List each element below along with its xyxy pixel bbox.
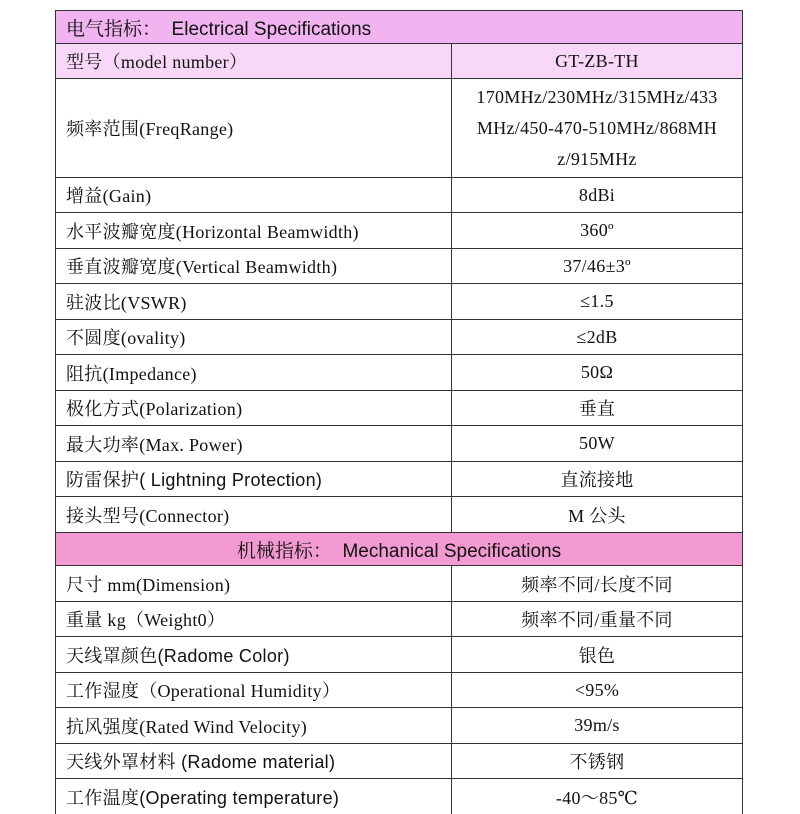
spec-value: 直流接地 [560,470,634,490]
table-row-model [56,44,742,79]
model-label: 型号（model number） [56,44,452,78]
spec-value: 39m/s [574,715,620,735]
table-row-max-power [56,426,742,462]
table-row-weight [56,602,742,637]
spec-label: 水平波瓣宽度(Horizontal Beamwidth) [56,213,452,248]
electrical-section-header [56,11,742,44]
spec-label: 垂直波瓣宽度(Vertical Beamwidth) [56,249,452,283]
spec-value: -40～85℃ [555,787,639,808]
mechanical-section-title: 机械指标： Mechanical Specifications [236,540,562,562]
table-row-radome-color [56,637,742,673]
spec-value: 37/46±3º [563,255,631,276]
spec-label: 防雷保护( Lightning Protection) [56,462,452,496]
spec-value: 银色 [578,645,616,666]
table-row-dimension [56,566,742,602]
spec-label: 频率范围(FreqRange) [56,79,452,177]
table-row-polarization [56,391,742,426]
table-row-wind-velocity [56,708,742,744]
table-row-humidity [56,673,742,708]
electrical-section-title: 电气指标： Electrical Specifications [66,18,372,40]
table-row-radome-material [56,744,742,779]
table-row-horizontal-beamwidth [56,213,742,249]
spec-label: 极化方式(Polarization) [56,391,452,425]
spec-label: 工作湿度（Operational Humidity） [56,673,452,707]
spec-label: 天线罩颜色(Radome Color) [56,637,452,672]
spec-value: ≤2dB [576,326,618,347]
mechanical-section-header [56,533,742,566]
table-row-gain [56,178,742,213]
spec-value: 360º [580,220,614,240]
spec-label: 阻抗(Impedance) [56,355,452,390]
table-row-operating-temperature [56,779,742,814]
spec-value: 不锈钢 [569,752,625,772]
spec-value: 垂直 [578,399,616,419]
spec-label: 工作温度(Operating temperature) [56,779,452,814]
spec-label: 尺寸 mm(Dimension) [56,566,452,601]
table-row-vswr [56,284,742,320]
spec-label: 不圆度(ovality) [56,320,452,354]
table-row-freq-range [56,79,742,178]
table-row-connector [56,497,742,533]
spec-value: 50Ω [580,362,614,382]
spec-value: 50W [579,433,615,453]
spec-label: 驻波比(VSWR) [56,284,452,319]
spec-label: 最大功率(Max. Power) [56,426,452,461]
spec-value: 频率不同/长度不同 [521,574,673,595]
table-row-vertical-beamwidth [56,249,742,284]
spec-value: 8dBi [578,184,616,205]
table-row-impedance [56,355,742,391]
spec-value: M 公头 [568,505,626,526]
spec-label: 天线外罩材料 (Radome material) [56,744,452,778]
spec-label: 重量 kg（Weight0） [56,602,452,636]
spec-label: 接头型号(Connector) [56,497,452,532]
spec-label: 增益(Gain) [56,178,452,212]
model-value: GT-ZB-TH [555,50,639,71]
spec-value: ≤1.5 [580,291,614,311]
spec-table [55,10,743,814]
spec-value: 频率不同/重量不同 [521,610,673,630]
table-row-lightning-protection [56,462,742,497]
spec-value: <95% [574,679,620,700]
table-row-ovality [56,320,742,355]
spec-value: 170MHz/230MHz/315MHz/433MHz/450-470-510MHz/868MHz/915MHz [476,86,718,169]
spec-label: 抗风强度(Rated Wind Velocity) [56,708,452,743]
